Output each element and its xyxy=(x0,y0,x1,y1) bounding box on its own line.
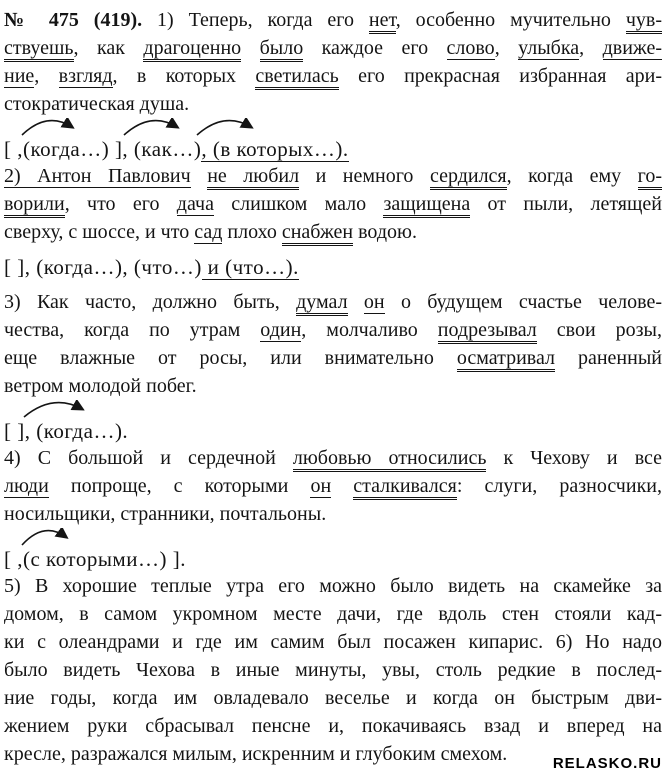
predicate-underline: нет xyxy=(369,9,396,34)
text-run: слишком мало xyxy=(213,193,384,215)
text-run xyxy=(348,291,364,313)
scheme-3 xyxy=(4,400,662,444)
text-run: еще влажные от росы, или внимательно xyxy=(4,347,457,369)
text-run: , что его xyxy=(64,193,177,215)
predicate-underline: ствуешь xyxy=(4,37,74,62)
text-run: и немного xyxy=(299,165,430,187)
sentence-scheme-text xyxy=(4,136,662,162)
text-run xyxy=(191,165,208,187)
subordination-arrows xyxy=(4,118,662,136)
predicate-underline: любовью относились xyxy=(293,447,487,472)
text-run: о будущем счастье челове- xyxy=(384,291,662,313)
sentence-scheme-text xyxy=(4,546,662,572)
predicate-underline: подрезывал xyxy=(438,319,537,344)
subject-underline: слово xyxy=(446,37,495,59)
subject-underline: движе- xyxy=(602,37,663,59)
subject-underline: он xyxy=(363,291,385,313)
text-line xyxy=(4,218,662,246)
subject-underline: 2) Антон Павлович xyxy=(4,165,191,187)
predicate-underline: светилась xyxy=(255,65,338,90)
text-run: , xyxy=(579,37,603,59)
text-run: стократическая душа. xyxy=(4,93,190,115)
text-run: , молчаливо xyxy=(301,319,438,341)
text-run: было видеть Чехова в иные минуты, увы, столь редкие в послед- xyxy=(4,659,662,681)
text-line xyxy=(4,344,662,372)
text-run: кресле, разражался милым, искренним и глубоким смехом. xyxy=(4,743,508,765)
text-run xyxy=(331,475,353,497)
text-run: плохо xyxy=(222,221,282,243)
text-run: раненный xyxy=(554,347,662,369)
text-line xyxy=(4,572,662,600)
text-run: жением руки сбрасывал пенсне и, покачиваясь взад и вперед на xyxy=(4,715,662,737)
text-run: 5) В хорошие теплые утра его можно было видеть на скамейке за xyxy=(4,575,662,597)
subordination-arrow-icon xyxy=(124,121,177,135)
text-run: [ ,(когда…) ], (как…) xyxy=(4,137,202,161)
text-line xyxy=(4,190,662,218)
sentence-3 xyxy=(4,288,662,400)
predicate-underline: защищена xyxy=(383,193,470,218)
text-run: , xyxy=(34,65,59,87)
text-run: , особенно мучительно xyxy=(395,9,626,31)
predicate-underline: чув- xyxy=(626,9,662,34)
text-run: , как xyxy=(73,37,144,59)
text-run: 1) Теперь, когда его xyxy=(157,9,369,31)
text-line xyxy=(4,656,662,684)
text-line xyxy=(4,288,662,316)
text-run: , xyxy=(494,37,519,59)
text-run: попроще, с которыми xyxy=(48,475,311,497)
subordination-arrows xyxy=(4,400,662,418)
text-line xyxy=(4,472,662,500)
subordination-arrow-icon xyxy=(22,121,72,135)
subject-underline: , (в которых…). xyxy=(201,137,349,161)
subordination-arrow-icon xyxy=(22,531,66,545)
sentence-scheme-text xyxy=(4,418,662,444)
sentence-5-6 xyxy=(4,572,662,768)
text-run: , в которых xyxy=(112,65,256,87)
predicate-underline: сердился xyxy=(430,165,507,190)
text-line xyxy=(4,500,662,528)
text-line xyxy=(4,6,662,34)
site-watermark: RELASKO.RU xyxy=(552,755,662,772)
text-line xyxy=(4,712,662,740)
scheme-1 xyxy=(4,118,662,162)
sentence-scheme-text xyxy=(4,254,662,280)
predicate-underline: было xyxy=(260,37,304,62)
text-run: ки с олеандрами и где им самим был посажен кипарис. 6) Но надо xyxy=(4,631,662,653)
sentence-4 xyxy=(4,444,662,528)
subject-underline: сад xyxy=(194,221,223,243)
subordination-arrow-icon xyxy=(197,121,251,135)
text-line xyxy=(4,62,662,90)
text-run: : слуги, разносчики, xyxy=(456,475,662,497)
text-run: носильщики, странники, почтальоны. xyxy=(4,503,327,525)
subordination-arrow-icon xyxy=(24,403,82,417)
predicate-underline: снабжен xyxy=(282,221,353,246)
text-run: 3) Как часто, должно быть, xyxy=(4,291,297,313)
text-run: каждое его xyxy=(303,37,447,59)
text-run: свои розы, xyxy=(536,319,662,341)
text-run: ветром молодой побег. xyxy=(4,375,197,397)
text-run: 4) С большой и сердечной xyxy=(4,447,293,469)
text-line xyxy=(4,628,662,656)
sentence-1 xyxy=(4,6,662,118)
text-run: домом, в самом укромном месте дачи, где вдоль стен стояли кад- xyxy=(4,603,662,625)
predicate-underline: го- xyxy=(638,165,662,190)
predicate-underline: осматривал xyxy=(457,347,555,372)
predicate-underline: ворили xyxy=(4,193,65,218)
subordination-arrows xyxy=(4,528,662,546)
subject-underline: улыбка xyxy=(518,37,580,59)
subject-underline: взгляд xyxy=(58,65,113,87)
text-line xyxy=(4,372,662,400)
text-line xyxy=(4,162,662,190)
text-line xyxy=(4,90,662,118)
scheme-2 xyxy=(4,254,662,280)
text-line xyxy=(4,316,662,344)
predicate-underline: драгоценно xyxy=(143,37,241,62)
subject-underline: один xyxy=(260,319,302,341)
text-run xyxy=(241,37,259,59)
text-run: его прекрасная избранная ари- xyxy=(338,65,663,87)
text-run: ние годы, когда им овладевало веселье и когда он быстрым дви- xyxy=(4,687,662,709)
text-run: [ ], (когда…), (что…) xyxy=(4,255,202,279)
exercise-number: № 475 (419). xyxy=(4,9,158,31)
text-run: [ ,(с которыми…) ]. xyxy=(4,547,186,571)
text-run: к Чехову и все xyxy=(486,447,663,469)
text-run: , когда ему xyxy=(506,165,638,187)
text-run: водою. xyxy=(353,221,417,243)
sentence-2 xyxy=(4,162,662,246)
text-line xyxy=(4,600,662,628)
text-run: от пыли, летящей xyxy=(470,193,662,215)
text-line xyxy=(4,684,662,712)
subject-underline: люди xyxy=(4,475,49,497)
subject-underline: дача xyxy=(176,193,214,215)
scheme-4 xyxy=(4,528,662,572)
text-run: чества, когда по утрам xyxy=(4,319,261,341)
predicate-underline: сталкивался xyxy=(353,475,457,500)
text-run: [ ], (когда…). xyxy=(4,419,129,443)
text-line xyxy=(4,444,662,472)
subject-underline: и (что…). xyxy=(201,255,299,279)
subject-underline: он xyxy=(310,475,332,497)
predicate-underline: думал xyxy=(296,291,347,316)
subject-underline: ние xyxy=(4,65,35,87)
predicate-underline: не любил xyxy=(207,165,299,190)
text-line xyxy=(4,34,662,62)
text-run: сверху, с шоссе, и что xyxy=(4,221,195,243)
